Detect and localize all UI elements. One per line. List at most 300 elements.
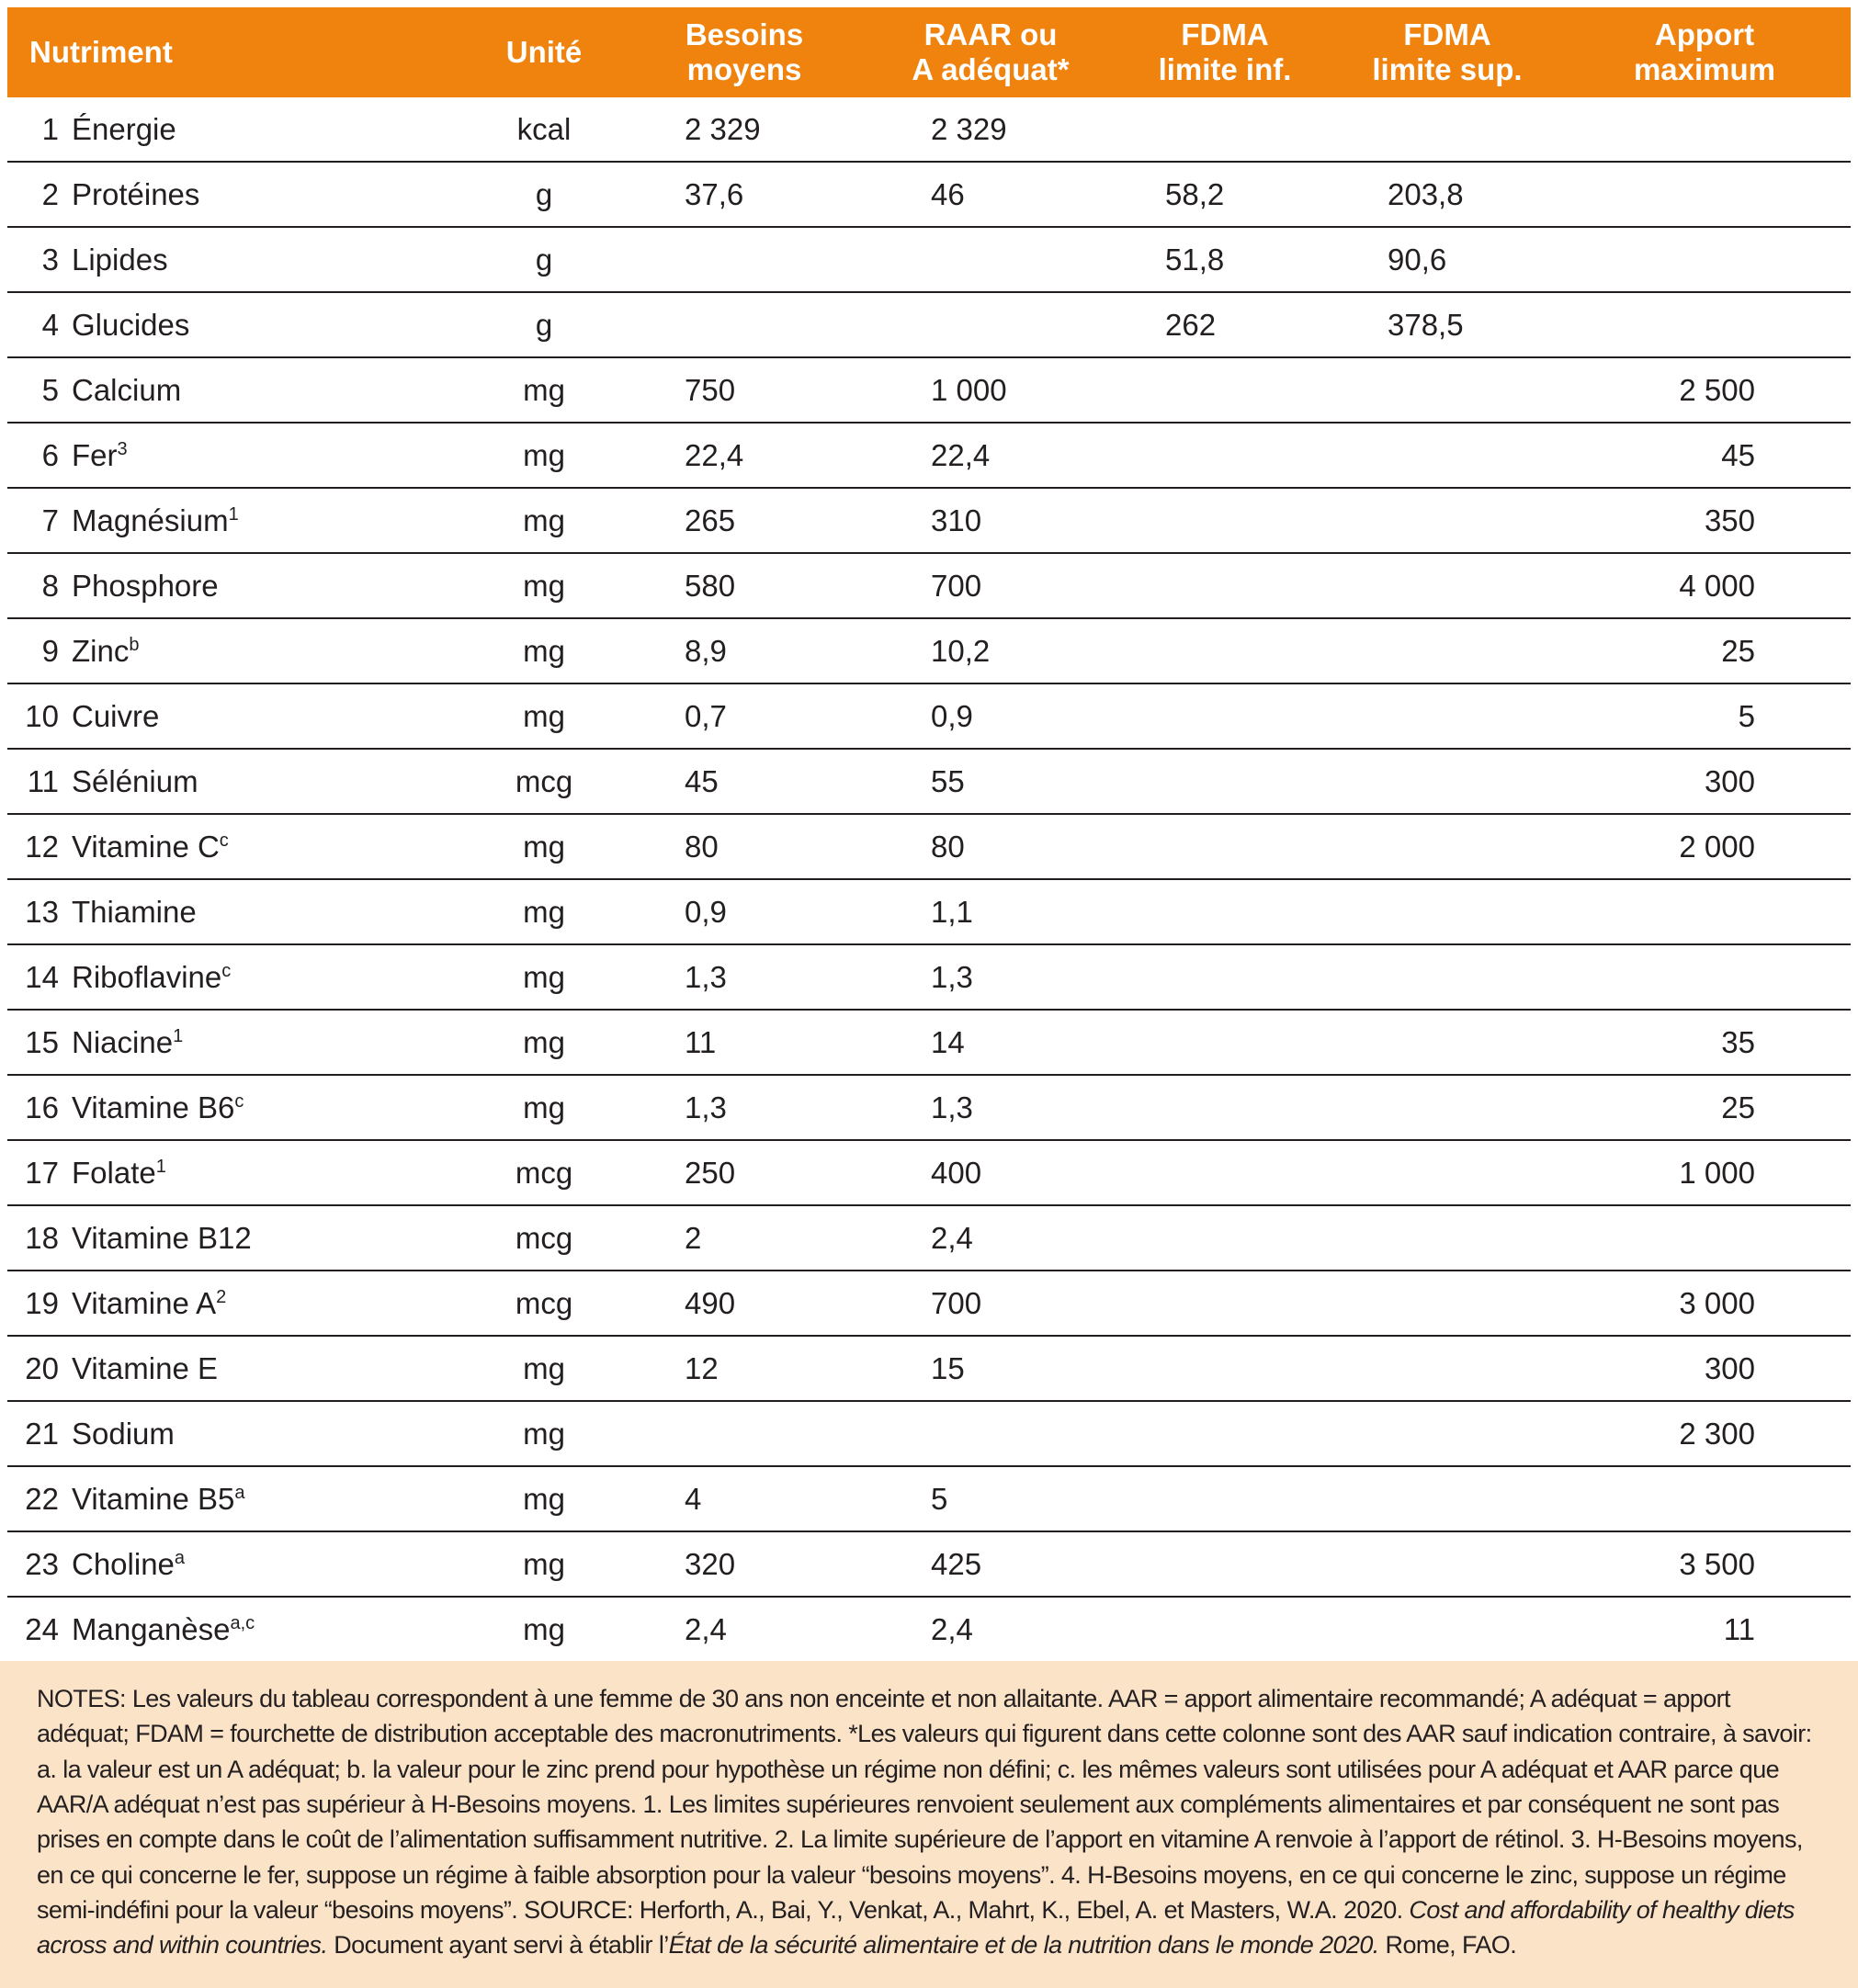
footnote-marker: 1 (173, 1025, 184, 1046)
cell-unit: mg (523, 568, 565, 603)
table-row (7, 1271, 1851, 1337)
nutrient-label: Lipides (72, 242, 168, 277)
cell-apport-max (1558, 1612, 1851, 1647)
nutrient-label: Énergie (72, 111, 176, 146)
nutrient-label: Calcium (72, 372, 182, 407)
nutrient-label: Sélénium (72, 763, 198, 798)
cell-raar-value: 55 (931, 763, 965, 798)
cell-fdma-sup-value: 203,8 (1388, 176, 1464, 211)
nutrient-label: Magnésium (72, 503, 229, 537)
source-title2: État de la sécurité alimentaire et de la nutrition dans le monde 2020. (668, 1931, 1379, 1960)
header-apport-l2: maximum (1633, 52, 1776, 86)
cell-raar-value: 46 (931, 176, 965, 211)
nutrient-name (72, 830, 467, 864)
cell-besoins (621, 764, 867, 799)
cell-besoins-value: 11 (685, 1024, 717, 1059)
row-number: 22 (25, 1481, 59, 1516)
cell-unit: mg (523, 1481, 565, 1516)
cell-apport-max (1558, 634, 1851, 669)
source-prefix: SOURCE: Herforth, A., Bai, Y., Venkat, A., Mahrt, K., Ebel, A. et Masters, W.A. 2020. (524, 1896, 1410, 1925)
row-number: 2 (41, 176, 59, 211)
nutrient-name (72, 1156, 467, 1191)
table-row (7, 815, 1851, 880)
nutrient-name (72, 177, 467, 212)
cell-raar (867, 895, 1114, 930)
footnote-marker: c (219, 830, 229, 851)
nutrient-name (72, 1090, 467, 1125)
nutrient-label: Riboflavine (72, 959, 222, 994)
header-apport (1558, 17, 1851, 87)
cell-besoins (621, 1417, 867, 1451)
footnote-marker: 3 (117, 438, 128, 459)
header-nutriment: Nutriment (29, 35, 173, 69)
row-number: 5 (41, 372, 59, 407)
cell-raar (867, 503, 1114, 538)
cell-unit: mg (523, 503, 565, 537)
nutrient-name (72, 1286, 467, 1321)
cell-fdma-sup (1336, 960, 1558, 995)
source-mid: Document ayant servi à établir l’ (327, 1931, 669, 1960)
nutrient-name (72, 503, 467, 538)
cell-besoins-value: 2 (685, 1220, 702, 1255)
header-fdma-sup (1336, 17, 1558, 87)
cell-besoins (621, 308, 867, 343)
cell-besoins (621, 1482, 867, 1517)
cell-besoins-value: 0,9 (685, 894, 727, 929)
cell-besoins (621, 830, 867, 864)
cell-apport-max-value: 2 300 (1679, 1416, 1755, 1451)
cell-fdma-sup (1336, 895, 1558, 930)
nutrient-name (72, 1351, 467, 1386)
cell-unit: mcg (515, 1220, 573, 1255)
cell-apport-max (1558, 1025, 1851, 1060)
row-number: 6 (41, 437, 59, 472)
row-number: 11 (27, 763, 59, 798)
table-body (7, 97, 1851, 1665)
table-row (7, 163, 1851, 228)
cell-besoins-value: 8,9 (685, 633, 727, 668)
cell-besoins-value: 2 329 (685, 111, 761, 146)
nutrient-name (72, 1482, 467, 1517)
cell-fdma-sup (1336, 569, 1558, 604)
cell-raar (867, 1156, 1114, 1191)
cell-fdma-inf (1114, 1025, 1336, 1060)
nutrient-name (72, 438, 467, 473)
row-number: 13 (25, 894, 59, 929)
cell-unit: mcg (515, 1285, 573, 1320)
cell-fdma-sup (1336, 177, 1558, 212)
cell-raar-value: 80 (931, 829, 965, 864)
cell-fdma-sup (1336, 1025, 1558, 1060)
cell-raar (867, 243, 1114, 277)
table-row (7, 1467, 1851, 1532)
nutrient-name (72, 1025, 467, 1060)
cell-fdma-sup (1336, 1351, 1558, 1386)
cell-raar (867, 177, 1114, 212)
cell-raar-value: 1 000 (931, 372, 1007, 407)
cell-raar-value: 1,1 (931, 894, 973, 929)
cell-fdma-sup (1336, 308, 1558, 343)
cell-besoins (621, 699, 867, 734)
cell-fdma-inf (1114, 373, 1336, 408)
nutrient-label: Cuivre (72, 698, 160, 733)
cell-fdma-sup (1336, 1090, 1558, 1125)
nutrient-name (72, 764, 467, 799)
cell-raar-value: 14 (931, 1024, 965, 1059)
cell-raar (867, 569, 1114, 604)
cell-besoins-value: 37,6 (685, 176, 744, 211)
nutrient-label: Folate (72, 1155, 156, 1190)
nutrient-label: Phosphore (72, 568, 219, 603)
cell-apport-max (1558, 112, 1851, 147)
cell-fdma-sup (1336, 634, 1558, 669)
cell-fdma-sup (1336, 1221, 1558, 1256)
cell-besoins-value: 22,4 (685, 437, 744, 472)
table-row (7, 1076, 1851, 1141)
cell-raar-value: 0,9 (931, 698, 973, 733)
table-row (7, 554, 1851, 619)
cell-besoins-value: 265 (685, 503, 736, 537)
cell-apport-max-value: 300 (1704, 1350, 1755, 1385)
nutrient-name (72, 895, 467, 930)
table-row (7, 1532, 1851, 1598)
cell-besoins-value: 0,7 (685, 698, 727, 733)
row-number: 15 (25, 1024, 59, 1059)
nutrient-table (7, 7, 1851, 1665)
source-title: Cost and affordability of healthy diets across and within countries. (37, 1896, 1795, 1960)
row-number: 12 (25, 829, 59, 864)
table-row (7, 684, 1851, 750)
header-fdma-sup-l1: FDMA (1403, 17, 1491, 51)
cell-fdma-inf (1114, 1286, 1336, 1321)
cell-apport-max (1558, 438, 1851, 473)
row-number: 19 (25, 1285, 59, 1320)
cell-apport-max (1558, 699, 1851, 734)
notes-text: NOTES: Les valeurs du tableau correspondent à une femme de 30 ans non enceinte et non allaitante. AAR = apport alimentaire recommandé; A adéquat = apport adéquat; FDAM = fourchette de distribution acceptable des macronutriments. *Les valeurs qui figurent dans cette colonne sont des AAR sauf indication contraire, à savoir: a. la valeur est un A adéquat; b. la valeur pour le zinc prend pour hypothèse un régime non défini; c. les mêmes valeurs sont utilisées pour A adéquat et AAR parce que AAR/A adéquat n’est pas supérieur à H-Besoins moyens. 1. Les limites supérieures renvoient seulement aux compléments alimentaires et par conséquent ne sont pas prises en compte dans le coût de l’alimentation suffisamment nutritive. 2. La limite supérieure de l’apport en vitamine A renvoie à l’apport de rétinol. 3. H-Besoins moyens, en ce qui concerne le fer, suppose un régime à faible absorption pour la valeur “besoins moyens”. 4. H-Besoins moyens, en ce qui concerne le zinc, suppose un régime semi-indéfini pour la valeur “besoins moyens”. (37, 1685, 1812, 1925)
cell-besoins-value: 45 (685, 763, 719, 798)
cell-besoins-value: 12 (685, 1350, 719, 1385)
table-row (7, 1598, 1851, 1665)
header-fdma-inf-l2: limite inf. (1158, 52, 1292, 86)
cell-raar (867, 634, 1114, 669)
cell-apport-max (1558, 1417, 1851, 1451)
cell-apport-max (1558, 503, 1851, 538)
cell-apport-max (1558, 177, 1851, 212)
cell-fdma-inf (1114, 1547, 1336, 1582)
cell-fdma-inf-value: 262 (1165, 307, 1217, 342)
cell-besoins-value: 80 (685, 829, 719, 864)
nutrient-label: Vitamine A (72, 1285, 217, 1320)
cell-raar (867, 308, 1114, 343)
table-row (7, 293, 1851, 358)
nutrient-name (72, 308, 467, 343)
nutrient-label: Niacine (72, 1024, 174, 1059)
cell-besoins-value: 2,4 (685, 1611, 727, 1646)
cell-apport-max (1558, 243, 1851, 277)
cell-unit: mg (523, 1350, 565, 1385)
cell-fdma-sup (1336, 373, 1558, 408)
cell-fdma-sup (1336, 1286, 1558, 1321)
cell-raar (867, 1612, 1114, 1647)
cell-raar-value: 2,4 (931, 1611, 973, 1646)
cell-fdma-inf (1114, 960, 1336, 995)
cell-raar (867, 1221, 1114, 1256)
cell-besoins (621, 569, 867, 604)
cell-besoins (621, 1090, 867, 1125)
cell-fdma-sup (1336, 503, 1558, 538)
cell-fdma-inf-value: 51,8 (1165, 242, 1225, 277)
header-fdma-sup-l2: limite sup. (1372, 52, 1523, 86)
row-number: 4 (41, 307, 59, 342)
cell-raar-value: 2,4 (931, 1220, 973, 1255)
cell-apport-max-value: 3 500 (1679, 1546, 1755, 1581)
cell-besoins (621, 895, 867, 930)
cell-apport-max (1558, 1156, 1851, 1191)
cell-fdma-inf (1114, 438, 1336, 473)
nutrient-name (72, 634, 467, 669)
cell-fdma-inf (1114, 1221, 1336, 1256)
cell-raar-value: 15 (931, 1350, 965, 1385)
cell-fdma-sup (1336, 1156, 1558, 1191)
cell-fdma-sup (1336, 112, 1558, 147)
row-number: 14 (25, 959, 59, 994)
footnote-marker: 1 (228, 503, 239, 525)
cell-fdma-sup (1336, 1482, 1558, 1517)
cell-raar (867, 1286, 1114, 1321)
cell-raar-value: 425 (931, 1546, 982, 1581)
row-number: 3 (41, 242, 59, 277)
header-unite: Unité (505, 35, 583, 69)
cell-raar (867, 112, 1114, 147)
cell-apport-max-value: 45 (1721, 437, 1755, 472)
cell-raar-value: 700 (931, 568, 982, 603)
cell-besoins-value: 320 (685, 1546, 736, 1581)
cell-unit: mg (523, 829, 565, 864)
footnote-marker: a (174, 1547, 186, 1568)
notes-box (0, 1661, 1858, 1988)
cell-besoins-value: 4 (685, 1481, 702, 1516)
cell-raar-value: 2 329 (931, 111, 1007, 146)
cell-raar (867, 699, 1114, 734)
cell-unit: mg (523, 372, 565, 407)
nutrient-label: Thiamine (72, 894, 197, 929)
table-row (7, 945, 1851, 1011)
cell-raar-value: 10,2 (931, 633, 991, 668)
cell-unit: mg (523, 633, 565, 668)
cell-apport-max-value: 25 (1721, 1090, 1755, 1124)
cell-apport-max (1558, 1090, 1851, 1125)
cell-apport-max (1558, 1351, 1851, 1386)
cell-apport-max-value: 35 (1721, 1024, 1755, 1059)
cell-apport-max (1558, 830, 1851, 864)
cell-raar-value: 5 (931, 1481, 948, 1516)
row-number: 1 (41, 111, 59, 146)
cell-apport-max-value: 2 000 (1679, 829, 1755, 864)
table-row (7, 424, 1851, 489)
cell-apport-max (1558, 895, 1851, 930)
cell-besoins (621, 634, 867, 669)
nutrient-name (72, 1417, 467, 1451)
table-row (7, 1206, 1851, 1271)
table-row (7, 619, 1851, 684)
header-raar (867, 17, 1114, 87)
cell-besoins-value: 490 (685, 1285, 736, 1320)
table-header (7, 7, 1851, 97)
cell-unit: mcg (515, 763, 573, 798)
cell-raar-value: 1,3 (931, 959, 973, 994)
cell-unit: g (535, 307, 553, 342)
nutrient-label: Choline (72, 1546, 175, 1581)
table-row (7, 1402, 1851, 1467)
footnote-marker: c (234, 1090, 244, 1112)
cell-apport-max (1558, 373, 1851, 408)
cell-besoins (621, 960, 867, 995)
cell-raar-value: 400 (931, 1155, 982, 1190)
cell-unit: mg (523, 1024, 565, 1059)
table-row (7, 228, 1851, 293)
row-number: 9 (41, 633, 59, 668)
cell-besoins (621, 373, 867, 408)
cell-fdma-inf (1114, 1090, 1336, 1125)
cell-apport-max-value: 1 000 (1679, 1155, 1755, 1190)
nutrient-name (72, 569, 467, 604)
table-row (7, 750, 1851, 815)
row-number: 8 (41, 568, 59, 603)
row-number: 16 (25, 1090, 59, 1124)
cell-raar (867, 1090, 1114, 1125)
cell-fdma-sup (1336, 1547, 1558, 1582)
cell-raar (867, 830, 1114, 864)
nutrient-label: Sodium (72, 1416, 175, 1451)
cell-fdma-inf (1114, 569, 1336, 604)
cell-unit: mg (523, 1546, 565, 1581)
cell-besoins (621, 1221, 867, 1256)
cell-apport-max-value: 11 (1723, 1611, 1755, 1646)
cell-fdma-sup (1336, 1612, 1558, 1647)
nutrient-label: Manganèse (72, 1611, 231, 1646)
cell-raar-value: 310 (931, 503, 982, 537)
header-besoins (621, 17, 867, 87)
row-number: 24 (25, 1611, 59, 1646)
cell-apport-max-value: 350 (1704, 503, 1755, 537)
cell-unit: mcg (515, 1155, 573, 1190)
cell-apport-max-value: 4 000 (1679, 568, 1755, 603)
cell-raar-value: 22,4 (931, 437, 991, 472)
cell-apport-max (1558, 1482, 1851, 1517)
cell-apport-max-value: 3 000 (1679, 1285, 1755, 1320)
cell-besoins-value: 250 (685, 1155, 736, 1190)
cell-besoins (621, 438, 867, 473)
cell-unit: mg (523, 1090, 565, 1124)
footnote-marker: a (234, 1482, 245, 1503)
cell-unit: mg (523, 437, 565, 472)
cell-raar (867, 1482, 1114, 1517)
cell-besoins-value: 1,3 (685, 959, 727, 994)
header-raar-l1: RAAR ou (923, 17, 1058, 51)
nutrient-label: Glucides (72, 307, 190, 342)
cell-besoins (621, 1547, 867, 1582)
nutrient-name (72, 112, 467, 147)
header-apport-l1: Apport (1654, 17, 1755, 51)
nutrient-label: Vitamine B5 (72, 1481, 235, 1516)
footnote-marker: 2 (216, 1286, 227, 1307)
nutrient-label: Zinc (72, 633, 130, 668)
footnote-marker: 1 (155, 1156, 166, 1177)
cell-raar (867, 1547, 1114, 1582)
cell-fdma-inf-value: 58,2 (1165, 176, 1225, 211)
cell-unit: mg (523, 959, 565, 994)
cell-fdma-inf (1114, 1482, 1336, 1517)
cell-besoins-value: 1,3 (685, 1090, 727, 1124)
nutrient-name (72, 699, 467, 734)
cell-raar (867, 1351, 1114, 1386)
cell-raar (867, 1417, 1114, 1451)
row-number: 20 (25, 1350, 59, 1385)
table-row (7, 1337, 1851, 1402)
cell-apport-max (1558, 1286, 1851, 1321)
nutrient-name (72, 1221, 467, 1256)
cell-raar (867, 438, 1114, 473)
cell-besoins-value: 750 (685, 372, 736, 407)
cell-besoins (621, 1286, 867, 1321)
table-row (7, 880, 1851, 945)
cell-besoins (621, 503, 867, 538)
cell-fdma-inf (1114, 699, 1336, 734)
cell-apport-max (1558, 1547, 1851, 1582)
row-number: 21 (25, 1416, 59, 1451)
row-number: 17 (25, 1155, 59, 1190)
header-raar-l2: A adéquat* (912, 52, 1070, 86)
cell-raar (867, 764, 1114, 799)
footnote-marker: b (129, 634, 140, 655)
cell-apport-max-value: 300 (1704, 763, 1755, 798)
cell-apport-max (1558, 569, 1851, 604)
table-row (7, 358, 1851, 424)
cell-raar (867, 373, 1114, 408)
nutrient-label: Vitamine B6 (72, 1090, 235, 1124)
table-row (7, 97, 1851, 163)
cell-unit: kcal (516, 111, 572, 146)
nutrient-name (72, 1547, 467, 1582)
cell-raar (867, 960, 1114, 995)
cell-fdma-inf (1114, 764, 1336, 799)
cell-raar-value: 700 (931, 1285, 982, 1320)
cell-fdma-sup (1336, 243, 1558, 277)
cell-apport-max-value: 5 (1738, 698, 1755, 733)
header-besoins-l1: Besoins (685, 17, 804, 51)
header-besoins-l2: moyens (686, 52, 802, 86)
cell-fdma-sup (1336, 764, 1558, 799)
nutrient-label: Protéines (72, 176, 200, 211)
row-number: 18 (25, 1220, 59, 1255)
cell-fdma-inf (1114, 243, 1336, 277)
cell-fdma-inf (1114, 1612, 1336, 1647)
cell-fdma-inf (1114, 895, 1336, 930)
cell-besoins (621, 1156, 867, 1191)
cell-raar (867, 1025, 1114, 1060)
cell-apport-max (1558, 308, 1851, 343)
cell-besoins (621, 243, 867, 277)
row-number: 10 (25, 698, 59, 733)
footnote-marker: a,c (230, 1612, 255, 1633)
cell-fdma-inf (1114, 112, 1336, 147)
cell-apport-max (1558, 1221, 1851, 1256)
cell-fdma-sup-value: 378,5 (1388, 307, 1464, 342)
cell-unit: mg (523, 1416, 565, 1451)
nutrient-name (72, 960, 467, 995)
nutrient-label: Fer (72, 437, 118, 472)
cell-fdma-sup (1336, 699, 1558, 734)
